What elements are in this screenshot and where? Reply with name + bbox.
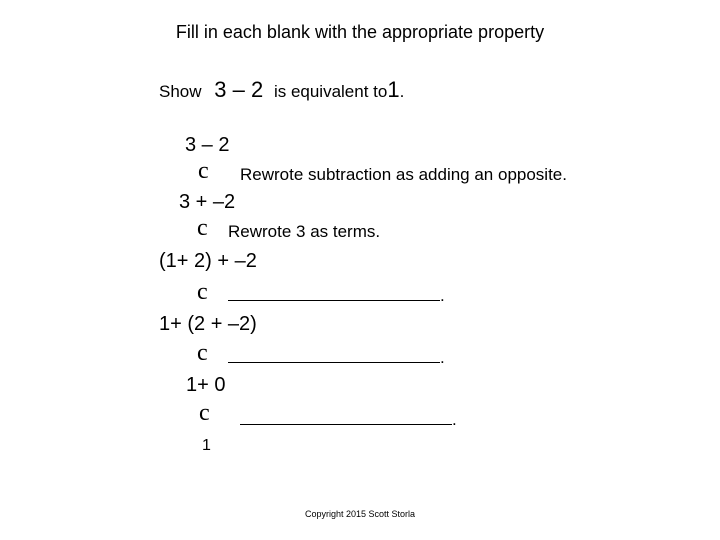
- show-label: Show: [159, 82, 202, 101]
- step-expression-4: 1+ (2 + –2): [159, 313, 257, 335]
- page-title: Fill in each blank with the appropriate property: [175, 22, 545, 42]
- step-symbol-5: c: [199, 400, 210, 426]
- reason-blank-1-row: [228, 284, 445, 306]
- reason-blank-1[interactable]: [228, 284, 440, 301]
- step-expression-2: 3 + –2: [179, 191, 236, 213]
- step-symbol-3: c: [197, 279, 208, 305]
- step-symbol-1: c: [198, 158, 209, 184]
- step-symbol-2: c: [197, 215, 208, 241]
- reason-blank-2-row: [228, 346, 445, 368]
- reason-blank-2[interactable]: [228, 346, 440, 363]
- step-expression-5: 1+ 0: [186, 374, 226, 396]
- blank-period: .: [440, 348, 445, 367]
- blank-period: .: [440, 286, 445, 305]
- step-expression-1: 3 – 2: [185, 134, 230, 156]
- copyright-footer: Copyright 2015 Scott Storla: [304, 509, 416, 519]
- reason-blank-3-row: [240, 408, 457, 430]
- step-symbol-4: c: [197, 340, 208, 366]
- step-expression-3: (1+ 2) + –2: [159, 250, 257, 272]
- reason-blank-3[interactable]: [240, 408, 452, 425]
- problem-statement: [159, 77, 404, 103]
- step-reason-2: Rewrote 3 as terms.: [228, 222, 381, 241]
- blank-period: .: [452, 410, 457, 429]
- step-reason-1: Rewrote subtraction as adding an opposite.: [240, 165, 567, 184]
- problem-expression: 3 – 2: [214, 77, 264, 102]
- final-result: 1: [202, 437, 211, 454]
- equivalent-label: is equivalent to: [273, 82, 388, 101]
- statement-end: .: [399, 82, 405, 101]
- target-value: 1: [387, 77, 400, 102]
